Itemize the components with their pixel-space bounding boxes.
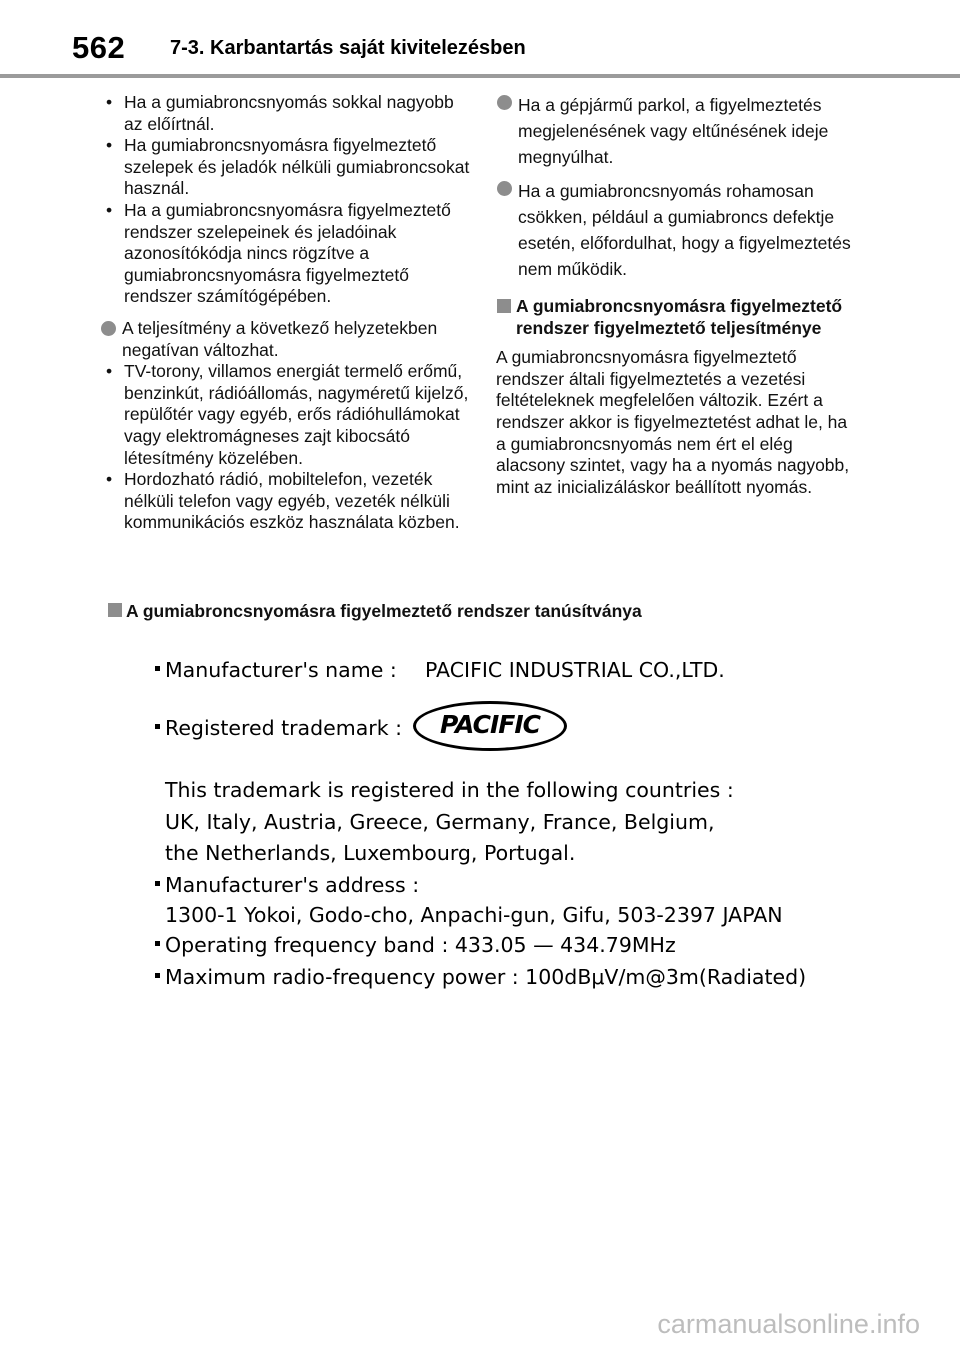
right-column [496,92,856,498]
bullet-dot-icon [155,941,160,946]
address-value: 1300-1 Yokoi, Godo-cho, Anpachi-gun, Gifu, 503-2397 JAPAN [165,903,783,927]
circle-list-item [496,92,856,170]
frequency-text: Operating frequency band : 433.05 — 434.79MHz [165,933,676,957]
chapter-title: 7-3. Karbantartás saját kivitelezésben [170,37,526,59]
list-item: • Ha gumiabroncsnyomásra figyelmeztető szelepek és jeladók nélküli gumiabroncsokat használ. [100,135,470,200]
certificate-heading-text: A gumiabroncsnyomásra figyelmeztető rendszer tanúsítványa [126,601,642,621]
bullet-list-top [100,92,470,308]
page-number: 562 [72,30,126,65]
circle-list-item [100,318,470,361]
circle-bullet-icon [497,181,512,196]
certificate-heading [100,601,926,622]
trademark-label: Registered trademark : [165,716,403,740]
list-item: • Hordozható rádió, mobiltelefon, vezeték nélküli telefon vagy egyéb, vezeték nélküli kommunikációs eszköz használata közben. [100,469,470,534]
power-line [155,965,806,989]
bullet-dot-icon [155,666,160,671]
circle-bullet-icon [497,95,512,110]
countries-line: UK, Italy, Austria, Greece, Germany, France, Belgium, [165,810,715,834]
trademark-line [155,716,402,740]
manufacturer-name-value: PACIFIC INDUSTRIAL CO.,LTD. [425,658,725,682]
header-divider [0,74,960,78]
manufacturer-name-line [155,658,725,682]
bullet-dot-icon [155,973,160,978]
manufacturer-name-label: Manufacturer's name : [165,658,397,682]
section-heading-text: A gumiabroncsnyomásra figyelmeztető rendszer figyelmeztető teljesítménye [516,296,843,338]
power-text: Maximum radio-frequency power : 100dBμV/m@3m(Radiated) [165,965,807,989]
section-heading [496,296,856,339]
pacific-logo [413,701,567,751]
list-item-text: Ha a gumiabroncsnyomás rohamosan csökken, például a gumiabroncs defektje esetén, előfordulhat, hogy a figyelmeztetés nem működik. [518,181,851,279]
address-label-line [155,873,419,897]
circle-list-item [496,178,856,282]
bullet-list-bottom [100,361,470,534]
address-label: Manufacturer's address : [165,873,420,897]
circle-bullet-icon [101,321,116,336]
list-item-text: Ha a gépjármű parkol, a figyelmeztetés megjelenésének vagy eltűnésének ideje megnyúlhat. [518,95,829,167]
square-bullet-icon [108,603,122,617]
left-column [100,92,470,534]
countries-intro: This trademark is registered in the following countries : [165,778,734,802]
bullet-dot-icon [155,724,160,729]
list-item: • TV-torony, villamos energiát termelő erőmű, benzinkút, rádióállomás, nagyméretű kijelző, repülőtér vagy egyéb, erős rádióhullámokat vagy elektromágneses zajt kibocsátó létesítmény közelében. [100,361,470,469]
list-item: • Ha a gumiabroncsnyomás sokkal nagyobb az előírtnál. [100,92,470,135]
list-item: • Ha a gumiabroncsnyomásra figyelmeztető rendszer szelepeinek és jeladóinak azonosítókódja nincs rögzítve a gumiabroncsnyomásra figyelmeztető rendszer számítógépében. [100,200,470,308]
body-paragraph: A gumiabroncsnyomásra figyelmeztető rendszer általi figyelmeztetés a vezetési feltételeknek megfelelően változik. Ezért a rendszer akkor is figyelmeztetést adhat le, ha a gumiabroncsnyomás nem ért el elég alacsony szintet, vagy ha a nyomás nagyobb, mint az inicializáláskor beállított nyomás. [496,347,850,497]
watermark: carmanualsonline.info [657,1309,920,1339]
list-item-text: A teljesítmény a következő helyzetekben negatívan változhat. [122,317,438,360]
square-bullet-icon [497,299,511,313]
pacific-logo-text: PACIFIC [440,710,540,739]
frequency-line [155,933,676,957]
countries-line: the Netherlands, Luxembourg, Portugal. [165,841,576,865]
bullet-dot-icon [155,881,160,886]
